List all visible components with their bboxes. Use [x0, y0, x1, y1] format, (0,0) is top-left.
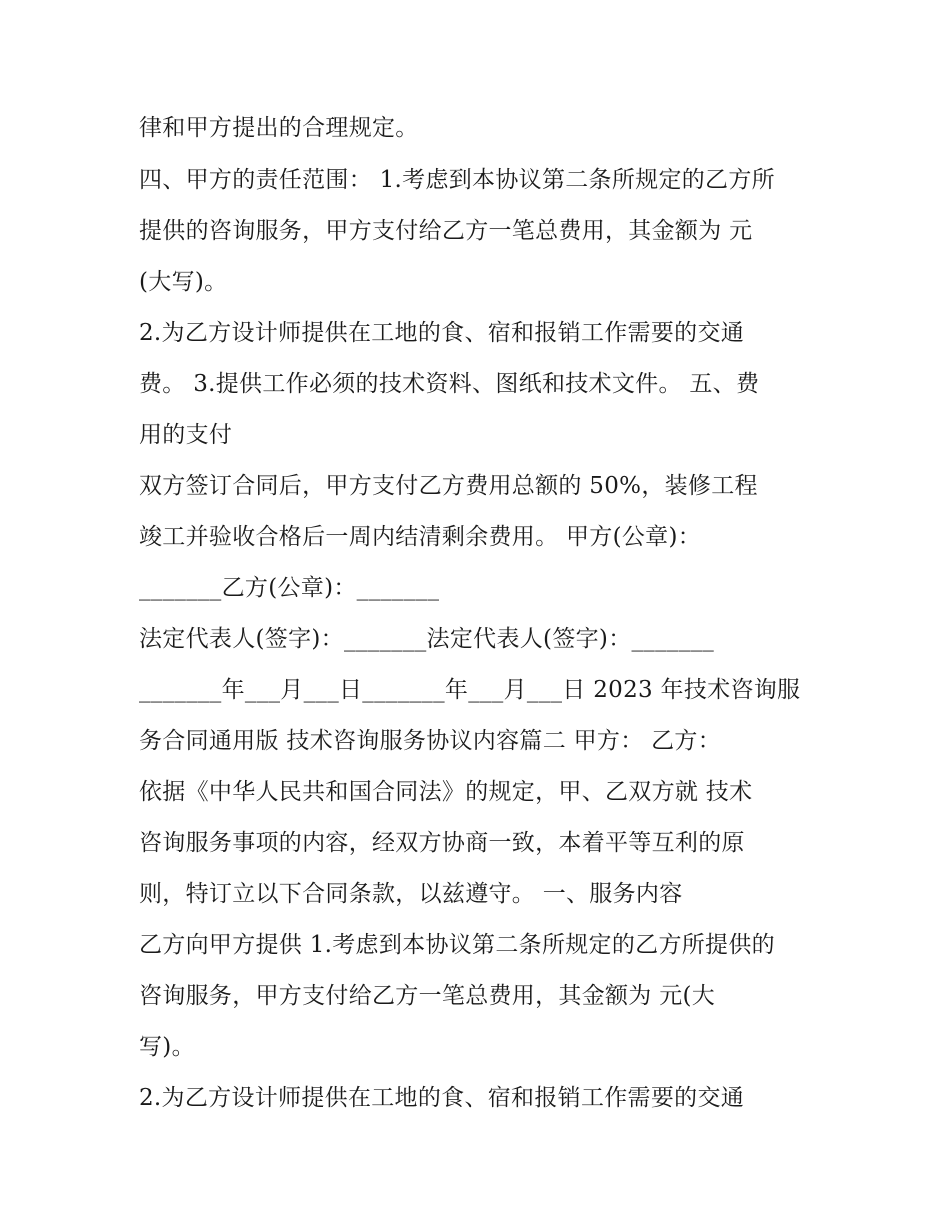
text-line: 2.为乙方设计师提供在工地的食、宿和报销工作需要的交通: [139, 320, 745, 346]
text-line: 2.为乙方设计师提供在工地的食、宿和报销工作需要的交通: [139, 1085, 745, 1111]
text-line: (大写)。: [139, 269, 228, 295]
signature-line: _______乙方(公章)：_______: [139, 575, 440, 601]
text-line: 用的支付: [139, 422, 233, 448]
text-line: 写)。: [139, 1034, 195, 1060]
text-line: 则，特订立以下合同条款，以兹遵守。 一、服务内容: [139, 881, 683, 907]
text-line: 依据《中华人民共和国合同法》的规定，甲、乙双方就 技术: [139, 779, 753, 805]
text-line: 提供的咨询服务，甲方支付给乙方一笔总费用，其金额为 元: [139, 218, 753, 244]
date-line: _______年___月___日_______年___月___日 2023 年技术咨询服: [139, 677, 801, 703]
text-line: 乙方向甲方提供 1.考虑到本协议第二条所规定的乙方所提供的: [139, 932, 775, 958]
text-line: 双方签订合同后，甲方支付乙方费用总额的 50%，装修工程: [139, 473, 758, 499]
text-line: 四、甲方的责任范围： 1.考虑到本协议第二条所规定的乙方所: [139, 167, 775, 193]
signature-line: 法定代表人(签字)：_______法定代表人(签字)：_______: [139, 626, 715, 652]
text-line: 务合同通用版 技术咨询服务协议内容篇二 甲方： 乙方：: [139, 728, 722, 754]
text-line: 费。 3.提供工作必须的技术资料、图纸和技术文件。 五、费: [139, 371, 760, 397]
text-line: 咨询服务事项的内容，经双方协商一致，本着平等互利的原: [139, 830, 745, 856]
text-line: 竣工并验收合格后一周内结清剩余费用。 甲方(公章)：: [139, 524, 702, 550]
text-line: 咨询服务，甲方支付给乙方一笔总费用，其金额为 元(大: [139, 983, 716, 1009]
text-line: 律和甲方提出的合理规定。: [139, 115, 419, 141]
